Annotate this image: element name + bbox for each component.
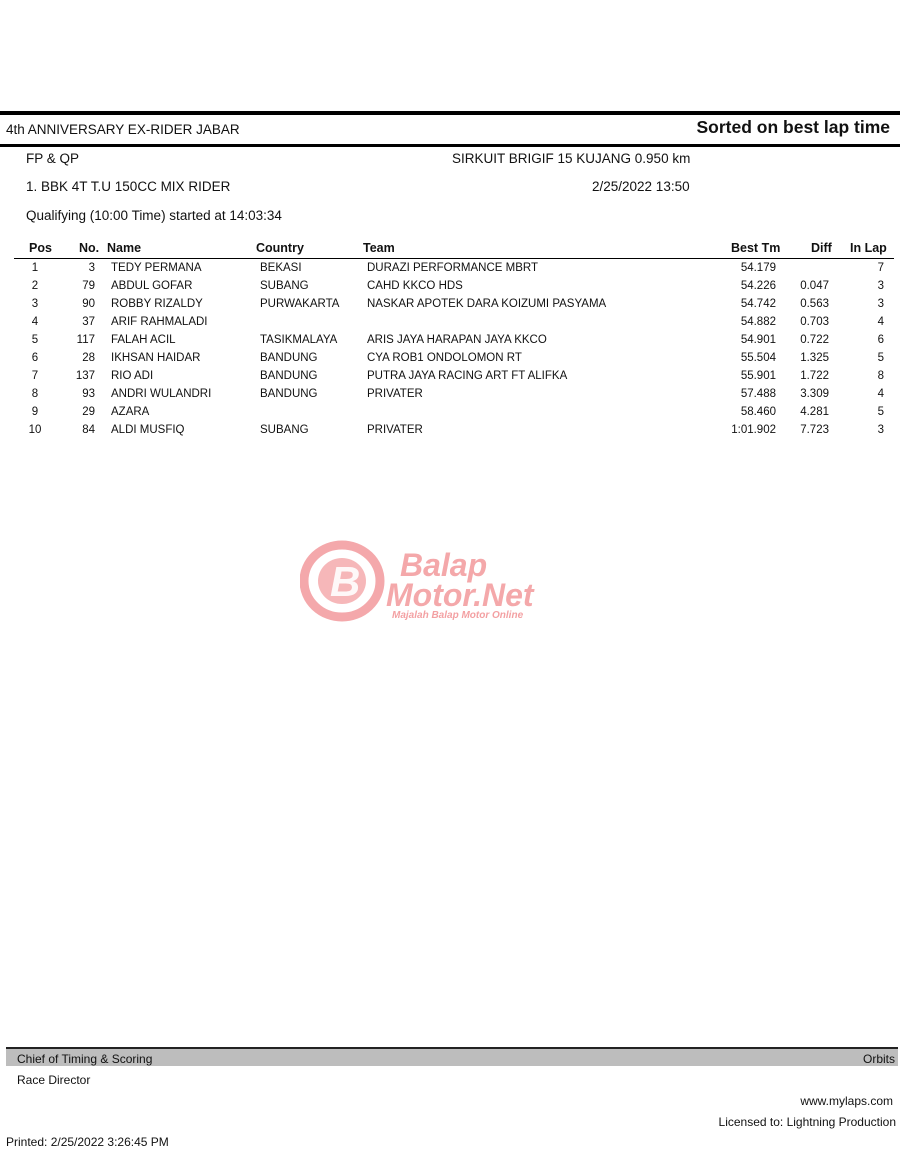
number-cell: 90 bbox=[82, 298, 95, 310]
country-cell: BEKASI bbox=[260, 262, 302, 274]
name-cell: TEDY PERMANA bbox=[111, 262, 202, 274]
country-cell: SUBANG bbox=[260, 424, 309, 436]
diff-cell: 1.722 bbox=[800, 370, 829, 382]
country-cell: SUBANG bbox=[260, 280, 309, 292]
in-lap-cell: 3 bbox=[877, 298, 884, 310]
watermark-tagline: Majalah Balap Motor Online bbox=[392, 610, 524, 621]
best-time-cell: 54.226 bbox=[740, 280, 776, 292]
number-cell: 137 bbox=[75, 370, 95, 382]
diff-cell: 3.309 bbox=[800, 388, 829, 400]
pos-cell: 1 bbox=[31, 262, 39, 274]
race-director: Race Director bbox=[17, 1073, 91, 1087]
session-info: Qualifying (10:00 Time) started at 14:03:34 bbox=[26, 208, 282, 223]
table-row bbox=[0, 352, 900, 370]
event-name: 4th ANNIVERSARY EX-RIDER JABAR bbox=[6, 122, 240, 137]
team-cell: CYA ROB1 ONDOLOMON RT bbox=[367, 352, 522, 364]
website-link[interactable]: www.mylaps.com bbox=[800, 1094, 893, 1108]
pos-cell: 3 bbox=[31, 298, 39, 310]
pos-cell: 6 bbox=[31, 352, 39, 364]
country-cell: PURWAKARTA bbox=[260, 298, 340, 310]
col-in-lap: In Lap bbox=[850, 241, 887, 255]
printed-timestamp: Printed: 2/25/2022 3:26:45 PM bbox=[6, 1135, 169, 1149]
diff-cell: 1.325 bbox=[800, 352, 829, 364]
country-cell: BANDUNG bbox=[260, 388, 318, 400]
in-lap-cell: 7 bbox=[877, 262, 884, 274]
in-lap-cell: 6 bbox=[877, 334, 884, 346]
pos-cell: 8 bbox=[31, 388, 39, 400]
balapmotor-logo-icon bbox=[300, 538, 600, 624]
in-lap-cell: 8 bbox=[877, 370, 884, 382]
name-cell: ROBBY RIZALDY bbox=[111, 298, 203, 310]
number-cell: 93 bbox=[82, 388, 95, 400]
header-rule bbox=[0, 144, 900, 147]
table-row bbox=[0, 388, 900, 406]
best-time-cell: 55.504 bbox=[740, 352, 776, 364]
diff-cell: 0.722 bbox=[800, 334, 829, 346]
number-cell: 28 bbox=[82, 352, 95, 364]
team-cell: DURAZI PERFORMANCE MBRT bbox=[367, 262, 539, 274]
col-pos: Pos bbox=[29, 241, 52, 255]
table-row bbox=[0, 298, 900, 316]
diff-cell: 0.703 bbox=[800, 316, 829, 328]
diff-cell: 4.281 bbox=[800, 406, 829, 418]
col-best-time: Best Tm bbox=[731, 241, 781, 255]
col-team: Team bbox=[363, 241, 395, 255]
number-cell: 3 bbox=[88, 262, 95, 274]
best-time-cell: 57.488 bbox=[740, 388, 776, 400]
in-lap-cell: 4 bbox=[877, 316, 884, 328]
watermark-line2: Motor.Net bbox=[386, 577, 534, 613]
sort-label: Sorted on best lap time bbox=[696, 117, 890, 137]
top-rule bbox=[0, 111, 900, 115]
diff-cell: 0.563 bbox=[800, 298, 829, 310]
best-time-cell: 54.742 bbox=[740, 298, 776, 310]
table-row bbox=[0, 424, 900, 442]
best-time-cell: 54.882 bbox=[740, 316, 776, 328]
col-country: Country bbox=[256, 241, 304, 255]
pos-cell: 10 bbox=[28, 424, 42, 436]
team-cell: NASKAR APOTEK DARA KOIZUMI PASYAMA bbox=[367, 298, 607, 310]
team-cell: PRIVATER bbox=[367, 424, 423, 436]
table-row bbox=[0, 262, 900, 280]
number-cell: 37 bbox=[82, 316, 95, 328]
number-cell: 117 bbox=[76, 334, 95, 346]
best-time-cell: 58.460 bbox=[740, 406, 776, 418]
circuit-name: SIRKUIT BRIGIF 15 KUJANG 0.950 km bbox=[452, 151, 691, 166]
team-cell: ARIS JAYA HARAPAN JAYA KKCO bbox=[367, 334, 547, 346]
svg-text:B: B bbox=[330, 558, 361, 605]
team-cell: PRIVATER bbox=[367, 388, 423, 400]
best-time-cell: 55.901 bbox=[740, 370, 776, 382]
table-row bbox=[0, 406, 900, 424]
table-row bbox=[0, 334, 900, 352]
balapmotor-watermark bbox=[300, 538, 600, 624]
pos-cell: 7 bbox=[31, 370, 39, 382]
in-lap-cell: 3 bbox=[877, 280, 884, 292]
in-lap-cell: 5 bbox=[877, 352, 884, 364]
country-cell: TASIKMALAYA bbox=[260, 334, 338, 346]
number-cell: 79 bbox=[82, 280, 95, 292]
orbits-label: Orbits bbox=[862, 1052, 895, 1066]
name-cell: AZARA bbox=[111, 406, 150, 418]
pos-cell: 9 bbox=[31, 406, 39, 418]
diff-cell: 7.723 bbox=[800, 424, 829, 436]
name-cell: ARIF RAHMALADI bbox=[111, 316, 208, 328]
team-cell: CAHD KKCO HDS bbox=[367, 280, 463, 292]
col-diff: Diff bbox=[811, 241, 832, 255]
table-row bbox=[0, 280, 900, 298]
license-info: Licensed to: Lightning Production bbox=[718, 1115, 896, 1129]
name-cell: RIO ADI bbox=[111, 370, 154, 382]
name-cell: ANDRI WULANDRI bbox=[111, 388, 212, 400]
number-cell: 84 bbox=[82, 424, 95, 436]
in-lap-cell: 3 bbox=[877, 424, 884, 436]
chief-of-timing: Chief of Timing & Scoring bbox=[17, 1052, 153, 1066]
pos-cell: 2 bbox=[31, 280, 39, 292]
name-cell: IKHSAN HAIDAR bbox=[111, 352, 201, 364]
class-name: 1. BBK 4T T.U 150CC MIX RIDER bbox=[26, 179, 231, 194]
country-cell: BANDUNG bbox=[260, 352, 318, 364]
in-lap-cell: 4 bbox=[877, 388, 884, 400]
session-name: FP & QP bbox=[26, 151, 80, 166]
number-cell: 29 bbox=[82, 406, 95, 418]
table-row bbox=[0, 316, 900, 334]
country-cell: BANDUNG bbox=[260, 370, 318, 382]
in-lap-cell: 5 bbox=[877, 406, 884, 418]
name-cell: ABDUL GOFAR bbox=[111, 280, 193, 292]
name-cell: ALDI MUSFIQ bbox=[111, 424, 185, 436]
team-cell: PUTRA JAYA RACING ART FT ALIFKA bbox=[367, 370, 568, 382]
best-time-cell: 1:01.902 bbox=[731, 424, 776, 436]
session-datetime: 2/25/2022 13:50 bbox=[592, 179, 690, 194]
watermark-line1: Balap bbox=[400, 547, 488, 583]
best-time-cell: 54.179 bbox=[740, 262, 776, 274]
pos-cell: 5 bbox=[31, 334, 39, 346]
diff-cell: 0.047 bbox=[800, 280, 829, 292]
col-no: No. bbox=[79, 241, 100, 255]
column-header-rule bbox=[14, 258, 894, 259]
table-row bbox=[0, 370, 900, 388]
pos-cell: 4 bbox=[31, 316, 39, 328]
name-cell: FALAH ACIL bbox=[111, 334, 176, 346]
col-name: Name bbox=[107, 241, 142, 255]
best-time-cell: 54.901 bbox=[740, 334, 776, 346]
